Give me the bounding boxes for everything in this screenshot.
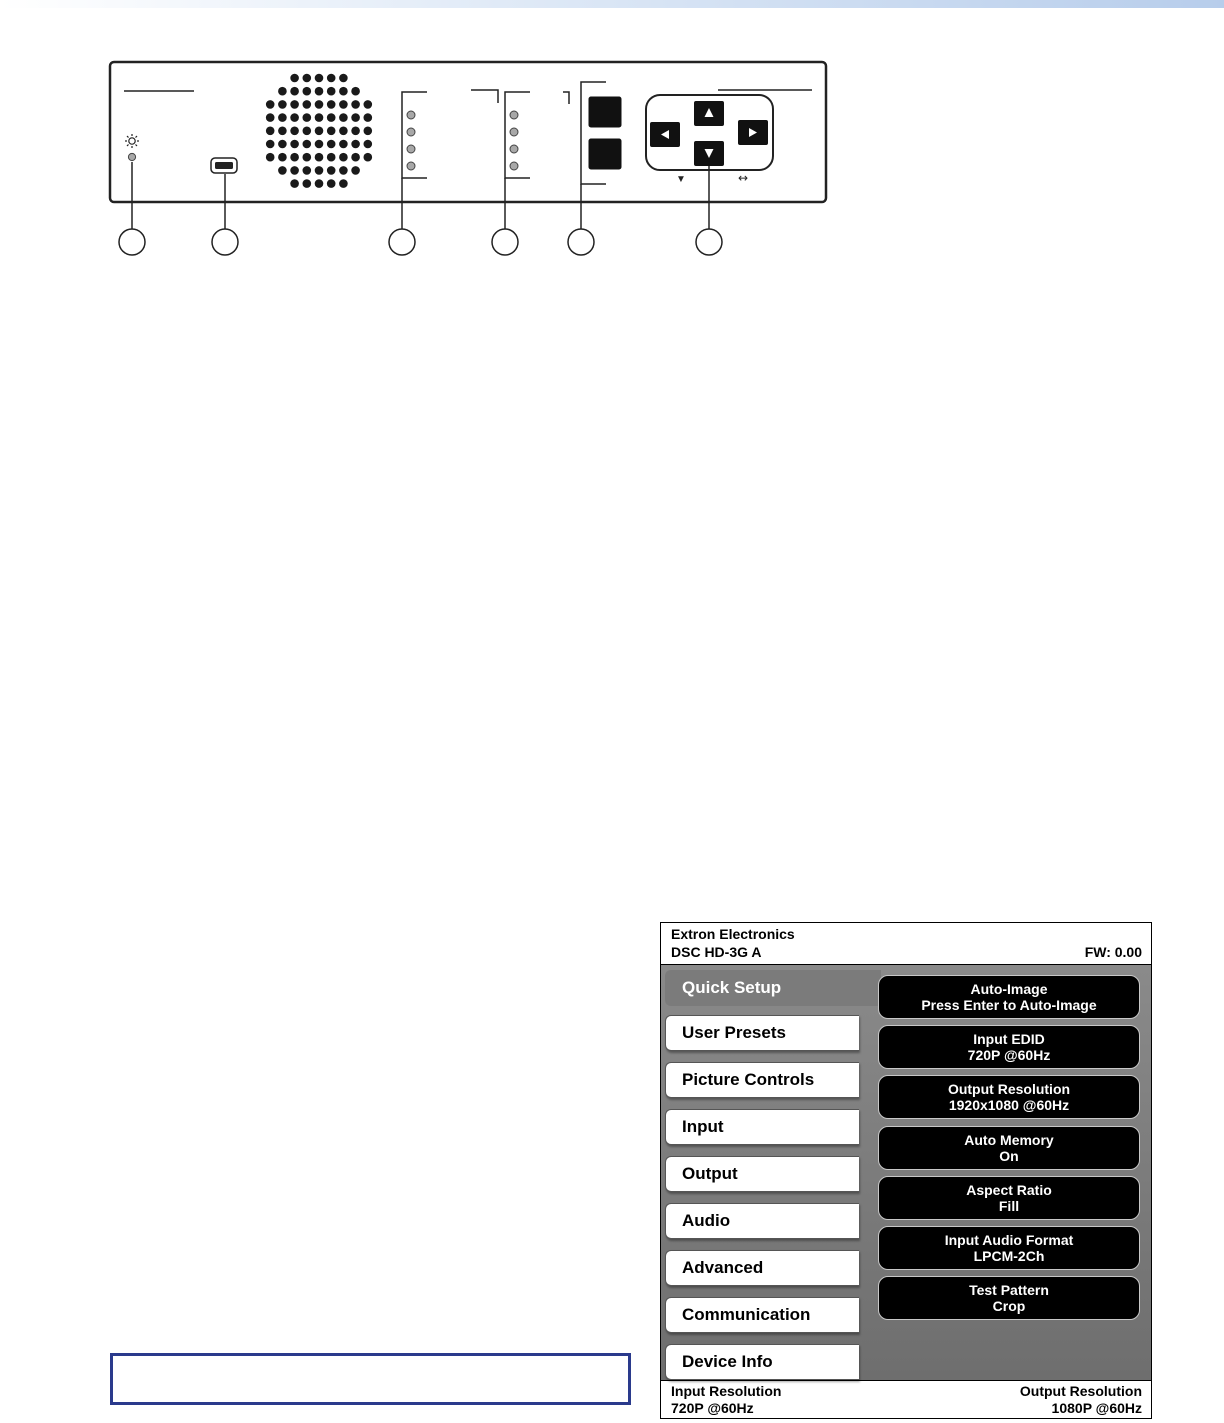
vent-hole [303, 87, 312, 96]
mini-usb-icon [211, 158, 237, 173]
vent-hole [339, 113, 348, 122]
menu-item-device-info[interactable]: Device Info [665, 1344, 859, 1380]
vent-hole [351, 140, 360, 149]
input-resolution-label: Input Resolution [671, 1383, 782, 1399]
vent-hole [315, 140, 324, 149]
setting-value: Crop [992, 1298, 1026, 1314]
note-box [110, 1353, 631, 1405]
arrow-up-icon[interactable] [694, 101, 724, 126]
osd-menu-screen [660, 922, 1152, 1419]
vent-hole [303, 100, 312, 109]
output-resolution-label: Output Resolution [1019, 1383, 1142, 1399]
vent-hole [327, 74, 336, 83]
arrow-down-icon[interactable] [694, 141, 724, 166]
vent-hole [303, 74, 312, 83]
vent-hole [266, 140, 275, 149]
vent-hole [303, 179, 312, 188]
vent-hole [364, 127, 373, 136]
menu-item-audio[interactable]: Audio [665, 1203, 859, 1239]
vent-hole [303, 166, 312, 175]
vent-hole [290, 153, 299, 162]
vent-hole [303, 140, 312, 149]
setting-value: 720P @60Hz [967, 1047, 1051, 1063]
vent-hole [278, 113, 287, 122]
vent-hole [327, 179, 336, 188]
menu-item-advanced[interactable]: Advanced [665, 1250, 859, 1286]
osd-header [661, 923, 1151, 965]
front-panel-diagram [0, 0, 1224, 300]
vent-hole [339, 179, 348, 188]
output-resolution-value: 1080P @60Hz [1051, 1400, 1142, 1416]
vent-hole [278, 153, 287, 162]
setting-name: Auto-Image [970, 981, 1048, 997]
menu-item-input[interactable]: Input [665, 1109, 859, 1145]
vent-hole [278, 100, 287, 109]
vent-hole [327, 153, 336, 162]
menu-item-picture-controls[interactable]: Picture Controls [665, 1062, 859, 1098]
vent-grille [266, 74, 372, 188]
setting-value: 1920x1080 @60Hz [948, 1097, 1070, 1113]
menu-item-communication[interactable]: Communication [665, 1297, 859, 1333]
vent-hole [290, 113, 299, 122]
vent-hole [315, 179, 324, 188]
firmware-version: FW: 0.00 [1084, 944, 1142, 960]
setting-name: Output Resolution [947, 1081, 1071, 1097]
vent-hole [278, 127, 287, 136]
setting-name: Input EDID [973, 1031, 1045, 1047]
vent-hole [351, 87, 360, 96]
vent-hole [266, 127, 275, 136]
vent-hole [290, 74, 299, 83]
vent-hole [351, 166, 360, 175]
callout-circle-1 [119, 229, 145, 255]
setting-name: Input Audio Format [944, 1232, 1074, 1248]
callout-circle-3 [389, 229, 415, 255]
vent-hole [351, 113, 360, 122]
setting-input-edid[interactable] [878, 1025, 1140, 1069]
setting-value: Press Enter to Auto-Image [921, 997, 1097, 1013]
vent-hole [315, 74, 324, 83]
setting-value: LPCM-2Ch [973, 1248, 1045, 1264]
vent-hole [351, 127, 360, 136]
model-name: DSC HD-3G A [671, 944, 762, 960]
setting-name: Auto Memory [964, 1132, 1054, 1148]
setting-value: On [999, 1148, 1019, 1164]
vent-hole [290, 179, 299, 188]
setting-aspect-ratio[interactable] [878, 1176, 1140, 1220]
sizing-arrows-legend: ↔ [737, 171, 749, 185]
vent-hole [315, 113, 324, 122]
vent-hole [351, 100, 360, 109]
callout-circle-5 [568, 229, 594, 255]
vent-hole [315, 153, 324, 162]
vent-hole [315, 166, 324, 175]
vent-hole [303, 127, 312, 136]
setting-value: Fill [998, 1198, 1020, 1214]
menu-item-quick-setup[interactable]: Quick Setup [665, 970, 881, 1006]
setting-output-resolution[interactable] [878, 1075, 1140, 1119]
vent-hole [327, 113, 336, 122]
vent-hole [290, 140, 299, 149]
vent-hole [339, 166, 348, 175]
menu-item-output[interactable]: Output [665, 1156, 859, 1192]
vent-hole [364, 100, 373, 109]
vent-hole [290, 100, 299, 109]
vent-hole [278, 87, 287, 96]
arrow-right-icon[interactable] [738, 120, 768, 145]
setting-input-audio-format[interactable] [878, 1226, 1140, 1270]
vent-hole [266, 153, 275, 162]
vent-hole [339, 153, 348, 162]
vent-hole [266, 100, 275, 109]
setting-test-pattern[interactable] [878, 1276, 1140, 1320]
vent-hole [364, 140, 373, 149]
input-resolution-value: 720P @60Hz [671, 1400, 754, 1416]
vent-hole [339, 127, 348, 136]
menu-item-user-presets[interactable]: User Presets [665, 1015, 859, 1051]
vent-hole [315, 127, 324, 136]
setting-auto-memory[interactable] [878, 1126, 1140, 1170]
vent-hole [290, 166, 299, 175]
setting-name: Test Pattern [969, 1282, 1049, 1298]
osd-body [661, 965, 1151, 1380]
setting-name: Aspect Ratio [966, 1182, 1052, 1198]
vent-hole [278, 166, 287, 175]
vent-hole [339, 87, 348, 96]
vent-hole [303, 153, 312, 162]
vent-hole [351, 153, 360, 162]
vent-hole [290, 87, 299, 96]
enter-button[interactable] [589, 139, 621, 169]
power-led [128, 153, 135, 160]
vent-hole [339, 100, 348, 109]
callout-circle-4 [492, 229, 518, 255]
vent-hole [278, 140, 287, 149]
setting-auto-image[interactable] [878, 975, 1140, 1019]
company-name: Extron Electronics [671, 926, 795, 942]
vent-hole [315, 100, 324, 109]
callout-circle-2 [212, 229, 238, 255]
menu-button[interactable] [589, 97, 621, 127]
osd-footer [661, 1380, 1151, 1418]
vent-hole [327, 127, 336, 136]
vent-hole [339, 140, 348, 149]
vent-hole [303, 113, 312, 122]
vent-hole [327, 100, 336, 109]
vent-hole [290, 127, 299, 136]
arrow-left-icon[interactable] [650, 122, 680, 147]
callout-circle-6 [696, 229, 722, 255]
vent-hole [327, 140, 336, 149]
vent-hole [266, 113, 275, 122]
vent-hole [339, 74, 348, 83]
vent-hole [364, 113, 373, 122]
down-arrow-legend: ▼ [676, 174, 686, 185]
vent-hole [364, 153, 373, 162]
vent-hole [315, 87, 324, 96]
vent-hole [327, 166, 336, 175]
vent-hole [327, 87, 336, 96]
